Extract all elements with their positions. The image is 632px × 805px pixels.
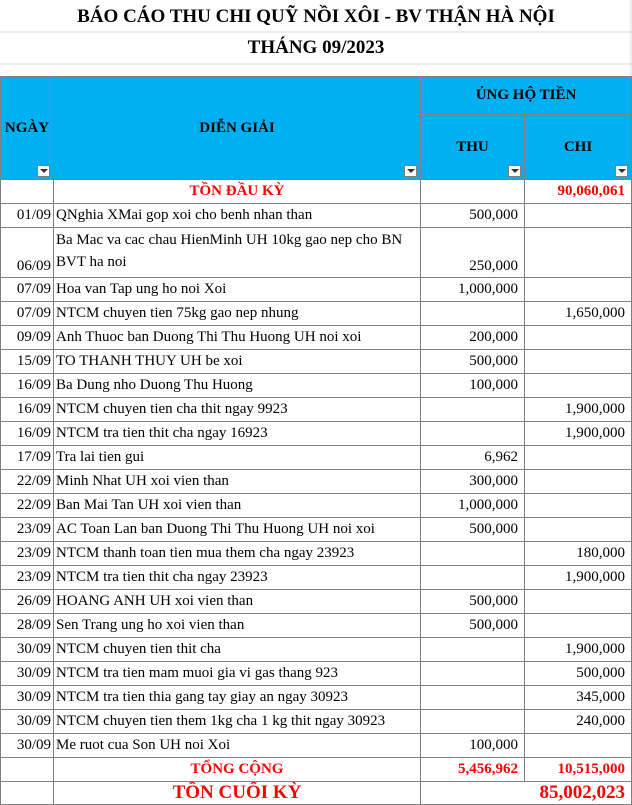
date-cell[interactable]: 22/09: [1, 494, 54, 518]
chi-cell[interactable]: 240,000: [525, 710, 632, 734]
date-cell[interactable]: 30/09: [1, 686, 54, 710]
description-cell[interactable]: NTCM tra tien thit cha ngay 23923: [54, 566, 421, 590]
table-row: [1, 398, 632, 422]
thu-cell[interactable]: [421, 422, 525, 446]
description-cell[interactable]: Ba Mac va cac chau HienMinh UH 10kg gao nep cho BN BVT ha noi: [54, 228, 421, 278]
description-cell[interactable]: AC Toan Lan ban Duong Thi Thu Huong UH noi xoi: [54, 518, 421, 542]
description-cell[interactable]: HOANG ANH UH xoi vien than: [54, 590, 421, 614]
table-row: [1, 374, 632, 398]
chi-cell[interactable]: [525, 446, 632, 470]
opening-label[interactable]: TỒN ĐẦU KỲ: [54, 180, 421, 204]
thu-cell[interactable]: [421, 566, 525, 590]
table-row: [1, 278, 632, 302]
table-row: [1, 614, 632, 638]
chi-cell[interactable]: [525, 734, 632, 758]
closing-label[interactable]: TỒN CUỐI KỲ: [54, 782, 421, 805]
thu-cell[interactable]: 500,000: [421, 204, 525, 228]
filter-dropdown-icon[interactable]: [615, 165, 628, 177]
closing-balance-row: [1, 782, 632, 805]
date-cell[interactable]: 17/09: [1, 446, 54, 470]
header-ung-ho-tien: ỦNG HỘ TIỀN: [421, 77, 632, 115]
total-chi-value[interactable]: 10,515,000: [525, 758, 632, 782]
thu-cell[interactable]: 500,000: [421, 614, 525, 638]
chi-cell[interactable]: [525, 228, 632, 278]
date-cell[interactable]: 30/09: [1, 710, 54, 734]
description-cell[interactable]: NTCM chuyen tien them 1kg cha 1 kg thit ngay 30923: [54, 710, 421, 734]
date-cell[interactable]: 07/09: [1, 302, 54, 326]
date-cell[interactable]: 09/09: [1, 326, 54, 350]
date-cell[interactable]: 23/09: [1, 518, 54, 542]
thu-cell[interactable]: 500,000: [421, 518, 525, 542]
thu-cell[interactable]: 250,000: [421, 228, 525, 278]
date-cell[interactable]: 15/09: [1, 350, 54, 374]
description-cell[interactable]: Me ruot cua Son UH noi Xoi: [54, 734, 421, 758]
filter-dropdown-icon[interactable]: [404, 165, 417, 177]
description-cell[interactable]: Hoa van Tap ung ho noi Xoi: [54, 278, 421, 302]
thu-cell[interactable]: 100,000: [421, 374, 525, 398]
description-cell[interactable]: NTCM chuyen tien thit cha: [54, 638, 421, 662]
table-row: [1, 302, 632, 326]
thu-cell[interactable]: [421, 662, 525, 686]
chi-cell[interactable]: 1,900,000: [525, 566, 632, 590]
thu-cell[interactable]: [421, 542, 525, 566]
description-cell[interactable]: NTCM tra tien thit cha ngay 16923: [54, 422, 421, 446]
table-row: [1, 228, 632, 278]
chi-cell[interactable]: [525, 614, 632, 638]
date-cell[interactable]: 30/09: [1, 638, 54, 662]
description-cell[interactable]: NTCM chuyen tien cha thit ngay 9923: [54, 398, 421, 422]
table-row: [1, 446, 632, 470]
thu-cell[interactable]: [421, 398, 525, 422]
chi-cell[interactable]: [525, 278, 632, 302]
date-cell[interactable]: 28/09: [1, 614, 54, 638]
opening-date-cell[interactable]: [1, 180, 54, 204]
header-dien-giai: [54, 77, 421, 180]
thu-cell[interactable]: 6,962: [421, 446, 525, 470]
thu-cell[interactable]: [421, 686, 525, 710]
chi-cell[interactable]: 345,000: [525, 686, 632, 710]
description-cell[interactable]: TO THANH THUY UH be xoi: [54, 350, 421, 374]
total-thu-value[interactable]: 5,456,962: [421, 758, 525, 782]
chi-cell[interactable]: [525, 590, 632, 614]
chi-cell[interactable]: 180,000: [525, 542, 632, 566]
table-row: [1, 542, 632, 566]
thu-cell[interactable]: 1,000,000: [421, 278, 525, 302]
header-chi: [525, 115, 632, 180]
date-cell[interactable]: 16/09: [1, 422, 54, 446]
chi-cell[interactable]: 1,900,000: [525, 638, 632, 662]
description-cell[interactable]: Ban Mai Tan UH xoi vien than: [54, 494, 421, 518]
header-ngay-label: NGÀY: [4, 119, 50, 136]
table-row: [1, 638, 632, 662]
thu-cell[interactable]: [421, 710, 525, 734]
description-cell[interactable]: Sen Trang ung ho xoi vien than: [54, 614, 421, 638]
chi-cell[interactable]: 1,900,000: [525, 422, 632, 446]
date-cell[interactable]: 23/09: [1, 542, 54, 566]
opening-thu-cell[interactable]: [421, 180, 525, 204]
description-cell[interactable]: QNghia XMai gop xoi cho benh nhan than: [54, 204, 421, 228]
table-row: [1, 326, 632, 350]
table-row: [1, 734, 632, 758]
table-row: [1, 686, 632, 710]
date-cell[interactable]: 16/09: [1, 398, 54, 422]
header-chi-label: CHI: [563, 138, 593, 155]
date-cell[interactable]: 26/09: [1, 590, 54, 614]
description-cell[interactable]: Ba Dung nho Duong Thu Huong: [54, 374, 421, 398]
thu-cell[interactable]: 500,000: [421, 590, 525, 614]
chi-cell[interactable]: 1,650,000: [525, 302, 632, 326]
thu-cell[interactable]: [421, 638, 525, 662]
description-cell[interactable]: Minh Nhat UH xoi vien than: [54, 470, 421, 494]
table-row: [1, 662, 632, 686]
ledger-table: [0, 76, 632, 805]
table-row: [1, 590, 632, 614]
opening-balance-row: [1, 180, 632, 204]
date-cell[interactable]: 16/09: [1, 374, 54, 398]
thu-cell[interactable]: [421, 302, 525, 326]
table-row: [1, 518, 632, 542]
total-row: [1, 758, 632, 782]
thu-cell[interactable]: 1,000,000: [421, 494, 525, 518]
table-row: [1, 710, 632, 734]
table-row: [1, 566, 632, 590]
filter-dropdown-icon[interactable]: [37, 165, 50, 177]
chi-cell[interactable]: [525, 518, 632, 542]
total-date-cell[interactable]: [1, 758, 54, 782]
description-cell[interactable]: NTCM tra tien thia gang tay giay an ngay 30923: [54, 686, 421, 710]
date-cell[interactable]: 07/09: [1, 278, 54, 302]
header-ngay: [1, 77, 54, 180]
table-row: [1, 204, 632, 228]
thu-cell[interactable]: 300,000: [421, 470, 525, 494]
thu-cell[interactable]: 200,000: [421, 326, 525, 350]
chi-cell[interactable]: 500,000: [525, 662, 632, 686]
description-cell[interactable]: Tra lai tien gui: [54, 446, 421, 470]
chi-cell[interactable]: [525, 470, 632, 494]
closing-balance-value[interactable]: 85,002,023: [421, 782, 632, 805]
thu-cell[interactable]: 500,000: [421, 350, 525, 374]
table-row: [1, 422, 632, 446]
date-cell[interactable]: 06/09: [1, 228, 54, 278]
description-cell[interactable]: NTCM chuyen tien 75kg gao nep nhung: [54, 302, 421, 326]
table-row: [1, 494, 632, 518]
report-month: THÁNG 09/2023: [247, 37, 385, 58]
date-cell[interactable]: 22/09: [1, 470, 54, 494]
date-cell[interactable]: 30/09: [1, 662, 54, 686]
description-cell[interactable]: NTCM thanh toan tien mua them cha ngay 23923: [54, 542, 421, 566]
chi-cell[interactable]: 1,900,000: [525, 398, 632, 422]
header-dien-giai-label: DIỄN GIẢI: [199, 119, 275, 136]
header-thu-label: THU: [456, 138, 489, 155]
chi-cell[interactable]: [525, 350, 632, 374]
table-row: [1, 350, 632, 374]
table-row: [1, 470, 632, 494]
date-cell[interactable]: 01/09: [1, 204, 54, 228]
chi-cell[interactable]: [525, 326, 632, 350]
chi-cell[interactable]: [525, 374, 632, 398]
total-label[interactable]: TỔNG CỘNG: [54, 758, 421, 782]
chi-cell[interactable]: [525, 204, 632, 228]
header-thu: [421, 115, 525, 180]
thu-cell[interactable]: 100,000: [421, 734, 525, 758]
report-title: BÁO CÁO THU CHI QUỸ NỒI XÔI - BV THẬN HÀ NỘI: [77, 6, 555, 27]
chi-cell[interactable]: [525, 494, 632, 518]
opening-balance-value[interactable]: 90,060,061: [525, 180, 632, 204]
description-cell[interactable]: Anh Thuoc ban Duong Thi Thu Huong UH noi xoi: [54, 326, 421, 350]
filter-dropdown-icon[interactable]: [508, 165, 521, 177]
description-cell[interactable]: NTCM tra tien mam muoi gia vi gas thang 923: [54, 662, 421, 686]
date-cell[interactable]: 23/09: [1, 566, 54, 590]
date-cell[interactable]: 30/09: [1, 734, 54, 758]
closing-date-cell[interactable]: [1, 782, 54, 805]
